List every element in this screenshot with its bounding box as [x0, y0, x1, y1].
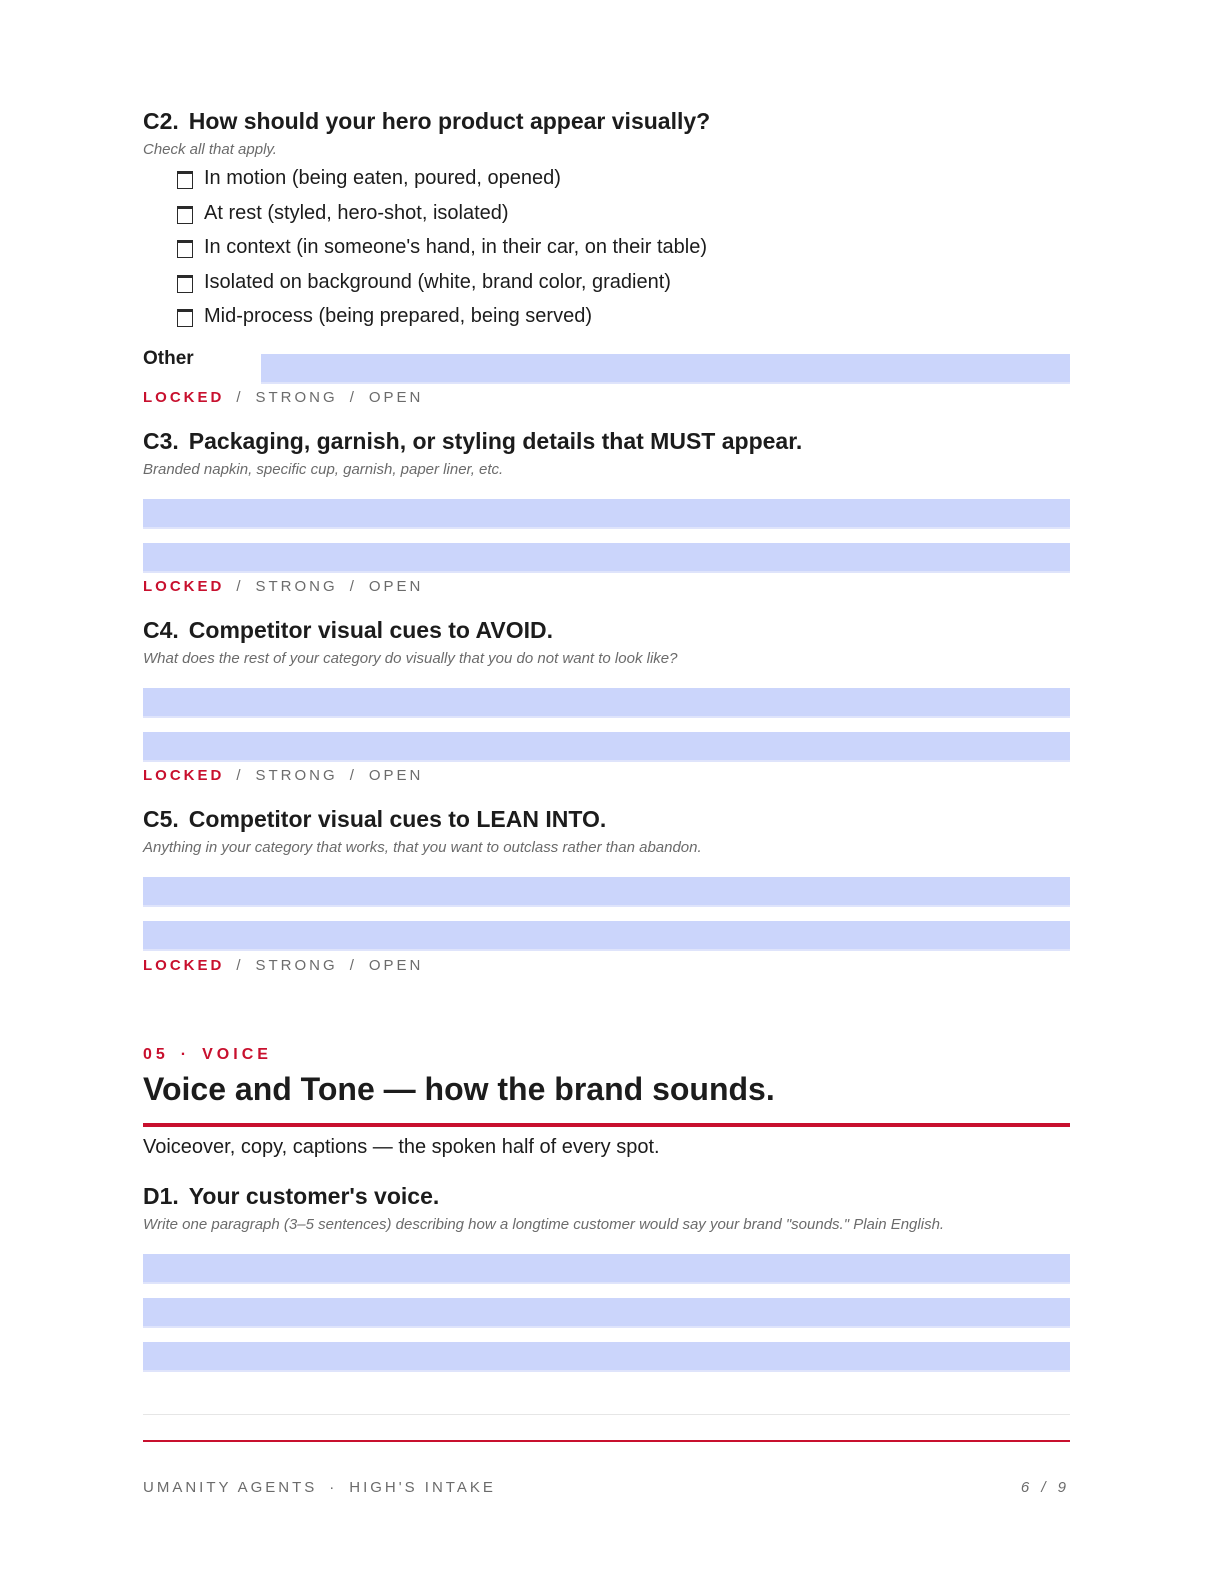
checkbox-icon[interactable] [177, 206, 193, 224]
question-text: Competitor visual cues to LEAN INTO. [188, 806, 607, 832]
footer-doc-name: HIGH'S INTAKE [349, 1479, 496, 1496]
question-c2-title [143, 107, 710, 135]
checkbox-icon[interactable] [177, 171, 193, 189]
rating-strong[interactable]: STRONG [255, 767, 338, 784]
rating-strong[interactable]: STRONG [255, 389, 338, 406]
checkbox-icon[interactable] [177, 309, 193, 327]
answer-field-d1-line-3[interactable] [143, 1342, 1070, 1372]
answer-field-c3-line-2[interactable] [143, 543, 1070, 573]
answer-field-c4-line-2[interactable] [143, 732, 1070, 762]
rating-locked[interactable]: LOCKED [143, 767, 225, 784]
priority-rating-c3 [143, 578, 423, 596]
question-number: C5. [143, 806, 179, 832]
rating-open[interactable]: OPEN [368, 578, 424, 595]
rating-open[interactable]: OPEN [368, 389, 424, 406]
checkbox-icon[interactable] [177, 240, 193, 258]
question-number: C2. [143, 108, 179, 134]
answer-field-d1-line-1[interactable] [143, 1254, 1070, 1284]
rating-locked[interactable]: LOCKED [143, 389, 225, 406]
question-text: Competitor visual cues to AVOID. [188, 617, 554, 643]
rating-locked[interactable]: LOCKED [143, 957, 225, 974]
rating-open[interactable]: OPEN [368, 957, 424, 974]
question-d1-hint: Write one paragraph (3–5 sentences) describing how a longtime customer would say your brand "sounds." Plain English. [143, 1216, 945, 1233]
question-c2-hint: Check all that apply. [143, 141, 277, 158]
page-number: 6 / 9 [1020, 1479, 1070, 1496]
checkbox-option-at-rest[interactable] [177, 200, 509, 226]
answer-field-c5-line-1[interactable] [143, 877, 1070, 907]
rating-separator: / [349, 578, 357, 595]
footer-dot: · [329, 1479, 338, 1496]
rating-separator: / [349, 767, 357, 784]
content-end-divider [143, 1414, 1070, 1415]
rating-separator: / [349, 389, 357, 406]
checkbox-option-in-context[interactable] [177, 234, 707, 260]
question-c5-hint: Anything in your category that works, that you want to outclass rather than abandon. [143, 839, 702, 856]
question-c4-hint: What does the rest of your category do visually that you do not want to look like? [143, 650, 678, 667]
section-divider [143, 1123, 1070, 1127]
question-d1-title [143, 1182, 439, 1210]
footer-org: UMANITY AGENTS [143, 1479, 318, 1496]
rating-separator: / [236, 957, 244, 974]
answer-field-c3-line-1[interactable] [143, 499, 1070, 529]
answer-field-c5-line-2[interactable] [143, 921, 1070, 951]
priority-rating-c5 [143, 957, 423, 975]
footer-document-label [143, 1479, 496, 1497]
question-text: Packaging, garnish, or styling details that MUST appear. [188, 428, 803, 454]
rating-separator: / [349, 957, 357, 974]
rating-strong[interactable]: STRONG [255, 957, 338, 974]
section-number: 05 [143, 1046, 169, 1063]
rating-separator: / [236, 767, 244, 784]
checkbox-option-mid-process[interactable] [177, 303, 592, 329]
checkbox-label: Mid-process (being prepared, being served) [204, 305, 592, 327]
question-text: Your customer's voice. [188, 1183, 440, 1209]
answer-field-d1-line-2[interactable] [143, 1298, 1070, 1328]
section-title: Voice and Tone — how the brand sounds. [143, 1071, 775, 1107]
answer-field-c4-line-1[interactable] [143, 688, 1070, 718]
rating-separator: / [236, 389, 244, 406]
priority-rating-c4 [143, 767, 423, 785]
section-name: VOICE [202, 1046, 272, 1063]
section-eyebrow [143, 1045, 272, 1065]
rating-locked[interactable]: LOCKED [143, 578, 225, 595]
checkbox-option-isolated[interactable] [177, 269, 671, 295]
rating-separator: / [236, 578, 244, 595]
question-c4-title [143, 616, 553, 644]
priority-rating-c2 [143, 389, 423, 407]
rating-open[interactable]: OPEN [368, 767, 424, 784]
question-c5-title [143, 805, 606, 833]
rating-strong[interactable]: STRONG [255, 578, 338, 595]
other-input[interactable] [261, 354, 1070, 384]
question-number: C4. [143, 617, 179, 643]
question-c3-hint: Branded napkin, specific cup, garnish, paper liner, etc. [143, 461, 504, 478]
checkbox-label: At rest (styled, hero-shot, isolated) [204, 202, 509, 224]
checkbox-option-in-motion[interactable] [177, 165, 561, 191]
question-number: C3. [143, 428, 179, 454]
section-intro: Voiceover, copy, captions — the spoken half of every spot. [143, 1136, 660, 1158]
question-number: D1. [143, 1183, 179, 1209]
checkbox-label: Isolated on background (white, brand color, gradient) [204, 271, 671, 293]
checkbox-icon[interactable] [177, 275, 193, 293]
checkbox-label: In context (in someone's hand, in their car, on their table) [204, 236, 707, 258]
other-label: Other [143, 348, 194, 369]
footer-divider [143, 1440, 1070, 1442]
question-c3-title [143, 427, 802, 455]
section-dot: · [180, 1046, 191, 1063]
question-text: How should your hero product appear visually? [188, 108, 711, 134]
checkbox-label: In motion (being eaten, poured, opened) [204, 167, 561, 189]
